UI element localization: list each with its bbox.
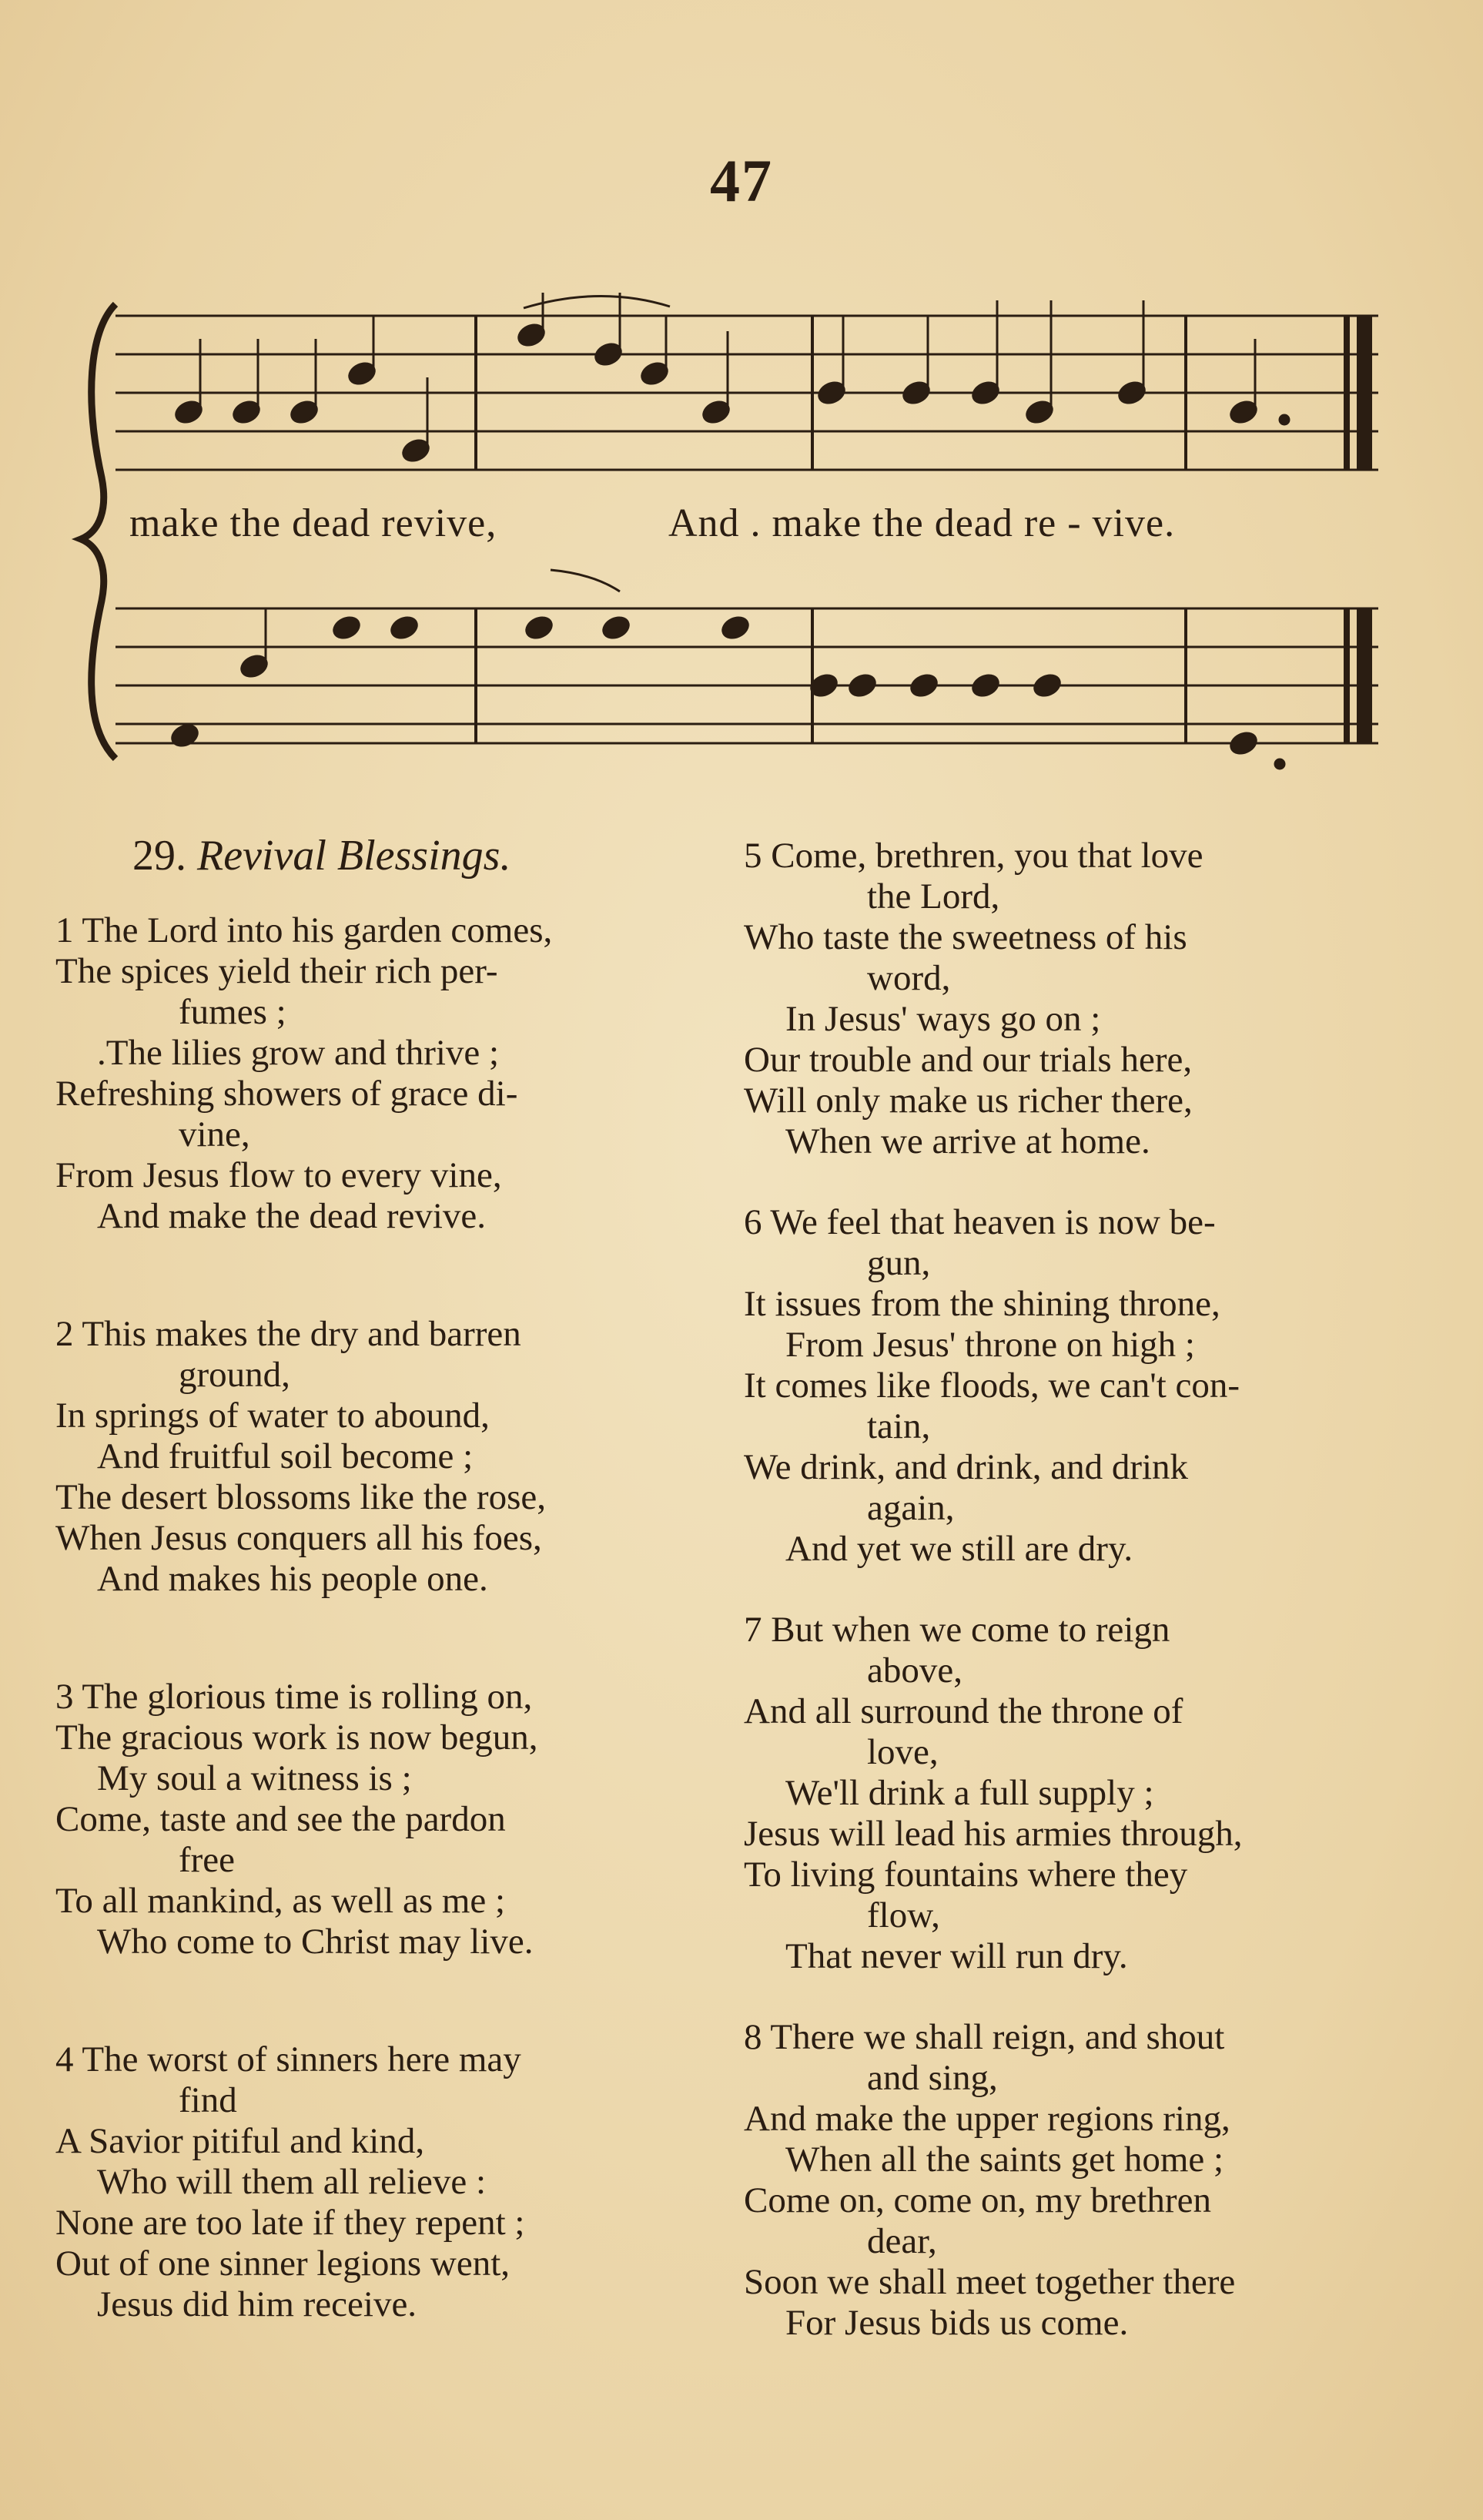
- stanza-line: From Jesus flow to every vine,: [55, 1155, 502, 1195]
- stanza-line: And make the upper regions ring,: [744, 2099, 1230, 2139]
- stanza-line: flow,: [867, 1895, 940, 1935]
- stanza-line: It comes like floods, we can't con-: [744, 1366, 1240, 1406]
- stanza-line: We drink, and drink, and drink: [744, 1447, 1189, 1487]
- stanza-line: find: [179, 2080, 237, 2120]
- stanza-line: Our trouble and our trials here,: [744, 1040, 1193, 1080]
- stanza: [744, 2017, 1391, 2344]
- lower-notes: [169, 608, 1284, 769]
- stanza-line: The gracious work is now begun,: [55, 1717, 538, 1758]
- stanza-line: A Savior pitiful and kind,: [55, 2121, 425, 2161]
- stanza-line: In springs of water to abound,: [55, 1396, 490, 1436]
- stanza-line: We'll drink a full supply ;: [785, 1773, 1154, 1813]
- hymn-title-text: Revival Blessings.: [197, 832, 511, 880]
- stanza: [744, 1202, 1391, 1570]
- stanza-line: The spices yield their rich per-: [55, 951, 498, 991]
- stanza: [55, 1314, 702, 1600]
- slur: [551, 570, 620, 591]
- left-column: [55, 832, 702, 2402]
- music-lyric-part2: And . make the dead re - vive.: [668, 501, 1176, 545]
- brace: [81, 304, 115, 759]
- stanza-line: the Lord,: [867, 876, 1000, 917]
- final-barlines: [1344, 316, 1372, 743]
- stanza-line: My soul a witness is ;: [97, 1758, 412, 1798]
- stanza-line: None are too late if they repent ;: [55, 2203, 525, 2243]
- stanza: [55, 910, 702, 1237]
- stanza-line: The desert blossoms like the rose,: [55, 1477, 546, 1517]
- stanza-line: When Jesus conquers all his foes,: [55, 1518, 542, 1558]
- stanza-line: Will only make us richer there,: [744, 1081, 1193, 1121]
- stanza-line: vine,: [179, 1114, 250, 1154]
- stanza-line: Who taste the sweetness of his: [744, 917, 1187, 957]
- stanza-line: When we arrive at home.: [785, 1121, 1150, 1161]
- stanza-line: Out of one sinner legions went,: [55, 2244, 511, 2284]
- stanza-line: again,: [867, 1488, 955, 1528]
- stanza-line: 6 We feel that heaven is now be-: [744, 1202, 1216, 1242]
- stanza-line: above,: [867, 1650, 962, 1691]
- stanza-line: Who will them all relieve :: [97, 2162, 487, 2202]
- music-score: [0, 0, 1483, 770]
- stanza-line: Refreshing showers of grace di-: [55, 1074, 518, 1114]
- stanza-line: For Jesus bids us come.: [785, 2303, 1129, 2343]
- upper-notes: [173, 293, 1289, 464]
- page-number: 47: [710, 147, 773, 214]
- stanza-line: free: [179, 1840, 236, 1880]
- right-column: [744, 836, 1391, 2384]
- stanza-line: 8 There we shall reign, and shout: [744, 2017, 1225, 2057]
- stanza-line: Who come to Christ may live.: [97, 1922, 534, 1962]
- stanza-line: 2 This makes the dry and barren: [55, 1314, 521, 1354]
- stanza-line: fumes ;: [179, 992, 286, 1032]
- stanza-line: love,: [867, 1732, 939, 1772]
- stanza-line: To living fountains where they: [744, 1855, 1188, 1895]
- stanza-line: tain,: [867, 1406, 931, 1446]
- stanza-line: Come, taste and see the pardon: [55, 1799, 506, 1839]
- music-lyric-part1: make the dead revive,: [129, 501, 497, 545]
- stanza-line: 3 The glorious time is rolling on,: [55, 1677, 533, 1717]
- stanza-line: 5 Come, brethren, you that love: [744, 836, 1203, 876]
- stanza-line: And fruitful soil become ;: [97, 1436, 474, 1476]
- stanza-line: 1 The Lord into his garden comes,: [55, 910, 553, 950]
- stanza-line: .The lilies grow and thrive ;: [97, 1033, 500, 1073]
- stanza-line: word,: [867, 958, 951, 998]
- stanza-line: From Jesus' throne on high ;: [785, 1325, 1195, 1365]
- stanza-line: and sing,: [867, 2058, 998, 2098]
- stanza-line: Soon we shall meet together there: [744, 2262, 1236, 2302]
- stanza-line: In Jesus' ways go on ;: [785, 999, 1101, 1039]
- stanza-line: It issues from the shining throne,: [744, 1284, 1220, 1324]
- stanza: [744, 1610, 1391, 1977]
- stanza-line: That never will run dry.: [785, 1936, 1128, 1976]
- stanza-line: And make the dead revive.: [97, 1196, 487, 1236]
- hymn-number: 29.: [132, 832, 186, 880]
- stanza-line: Come on, come on, my brethren: [744, 2180, 1211, 2220]
- stanza-line: ground,: [179, 1355, 290, 1395]
- stanza-line: 7 But when we come to reign: [744, 1610, 1170, 1650]
- stanza-line: Jesus did him receive.: [97, 2284, 417, 2324]
- stanza-line: When all the saints get home ;: [785, 2140, 1224, 2180]
- stanza: [55, 1677, 702, 1962]
- stanza-line: 4 The worst of sinners here may: [55, 2039, 521, 2079]
- stanza-line: gun,: [867, 1243, 931, 1283]
- stanza-line: dear,: [867, 2221, 937, 2261]
- stanza-line: And all surround the throne of: [744, 1691, 1183, 1731]
- stanza-line: Jesus will lead his armies through,: [744, 1814, 1243, 1854]
- stanza-line: And makes his people one.: [97, 1559, 488, 1599]
- stanza-line: To all mankind, as well as me ;: [55, 1881, 506, 1921]
- stanza: [744, 836, 1391, 1162]
- stanza-line: And yet we still are dry.: [785, 1529, 1133, 1569]
- hymn-title: [132, 832, 702, 880]
- stanza: [55, 2039, 702, 2325]
- tie: [524, 296, 670, 308]
- upper-staff: [115, 316, 1378, 470]
